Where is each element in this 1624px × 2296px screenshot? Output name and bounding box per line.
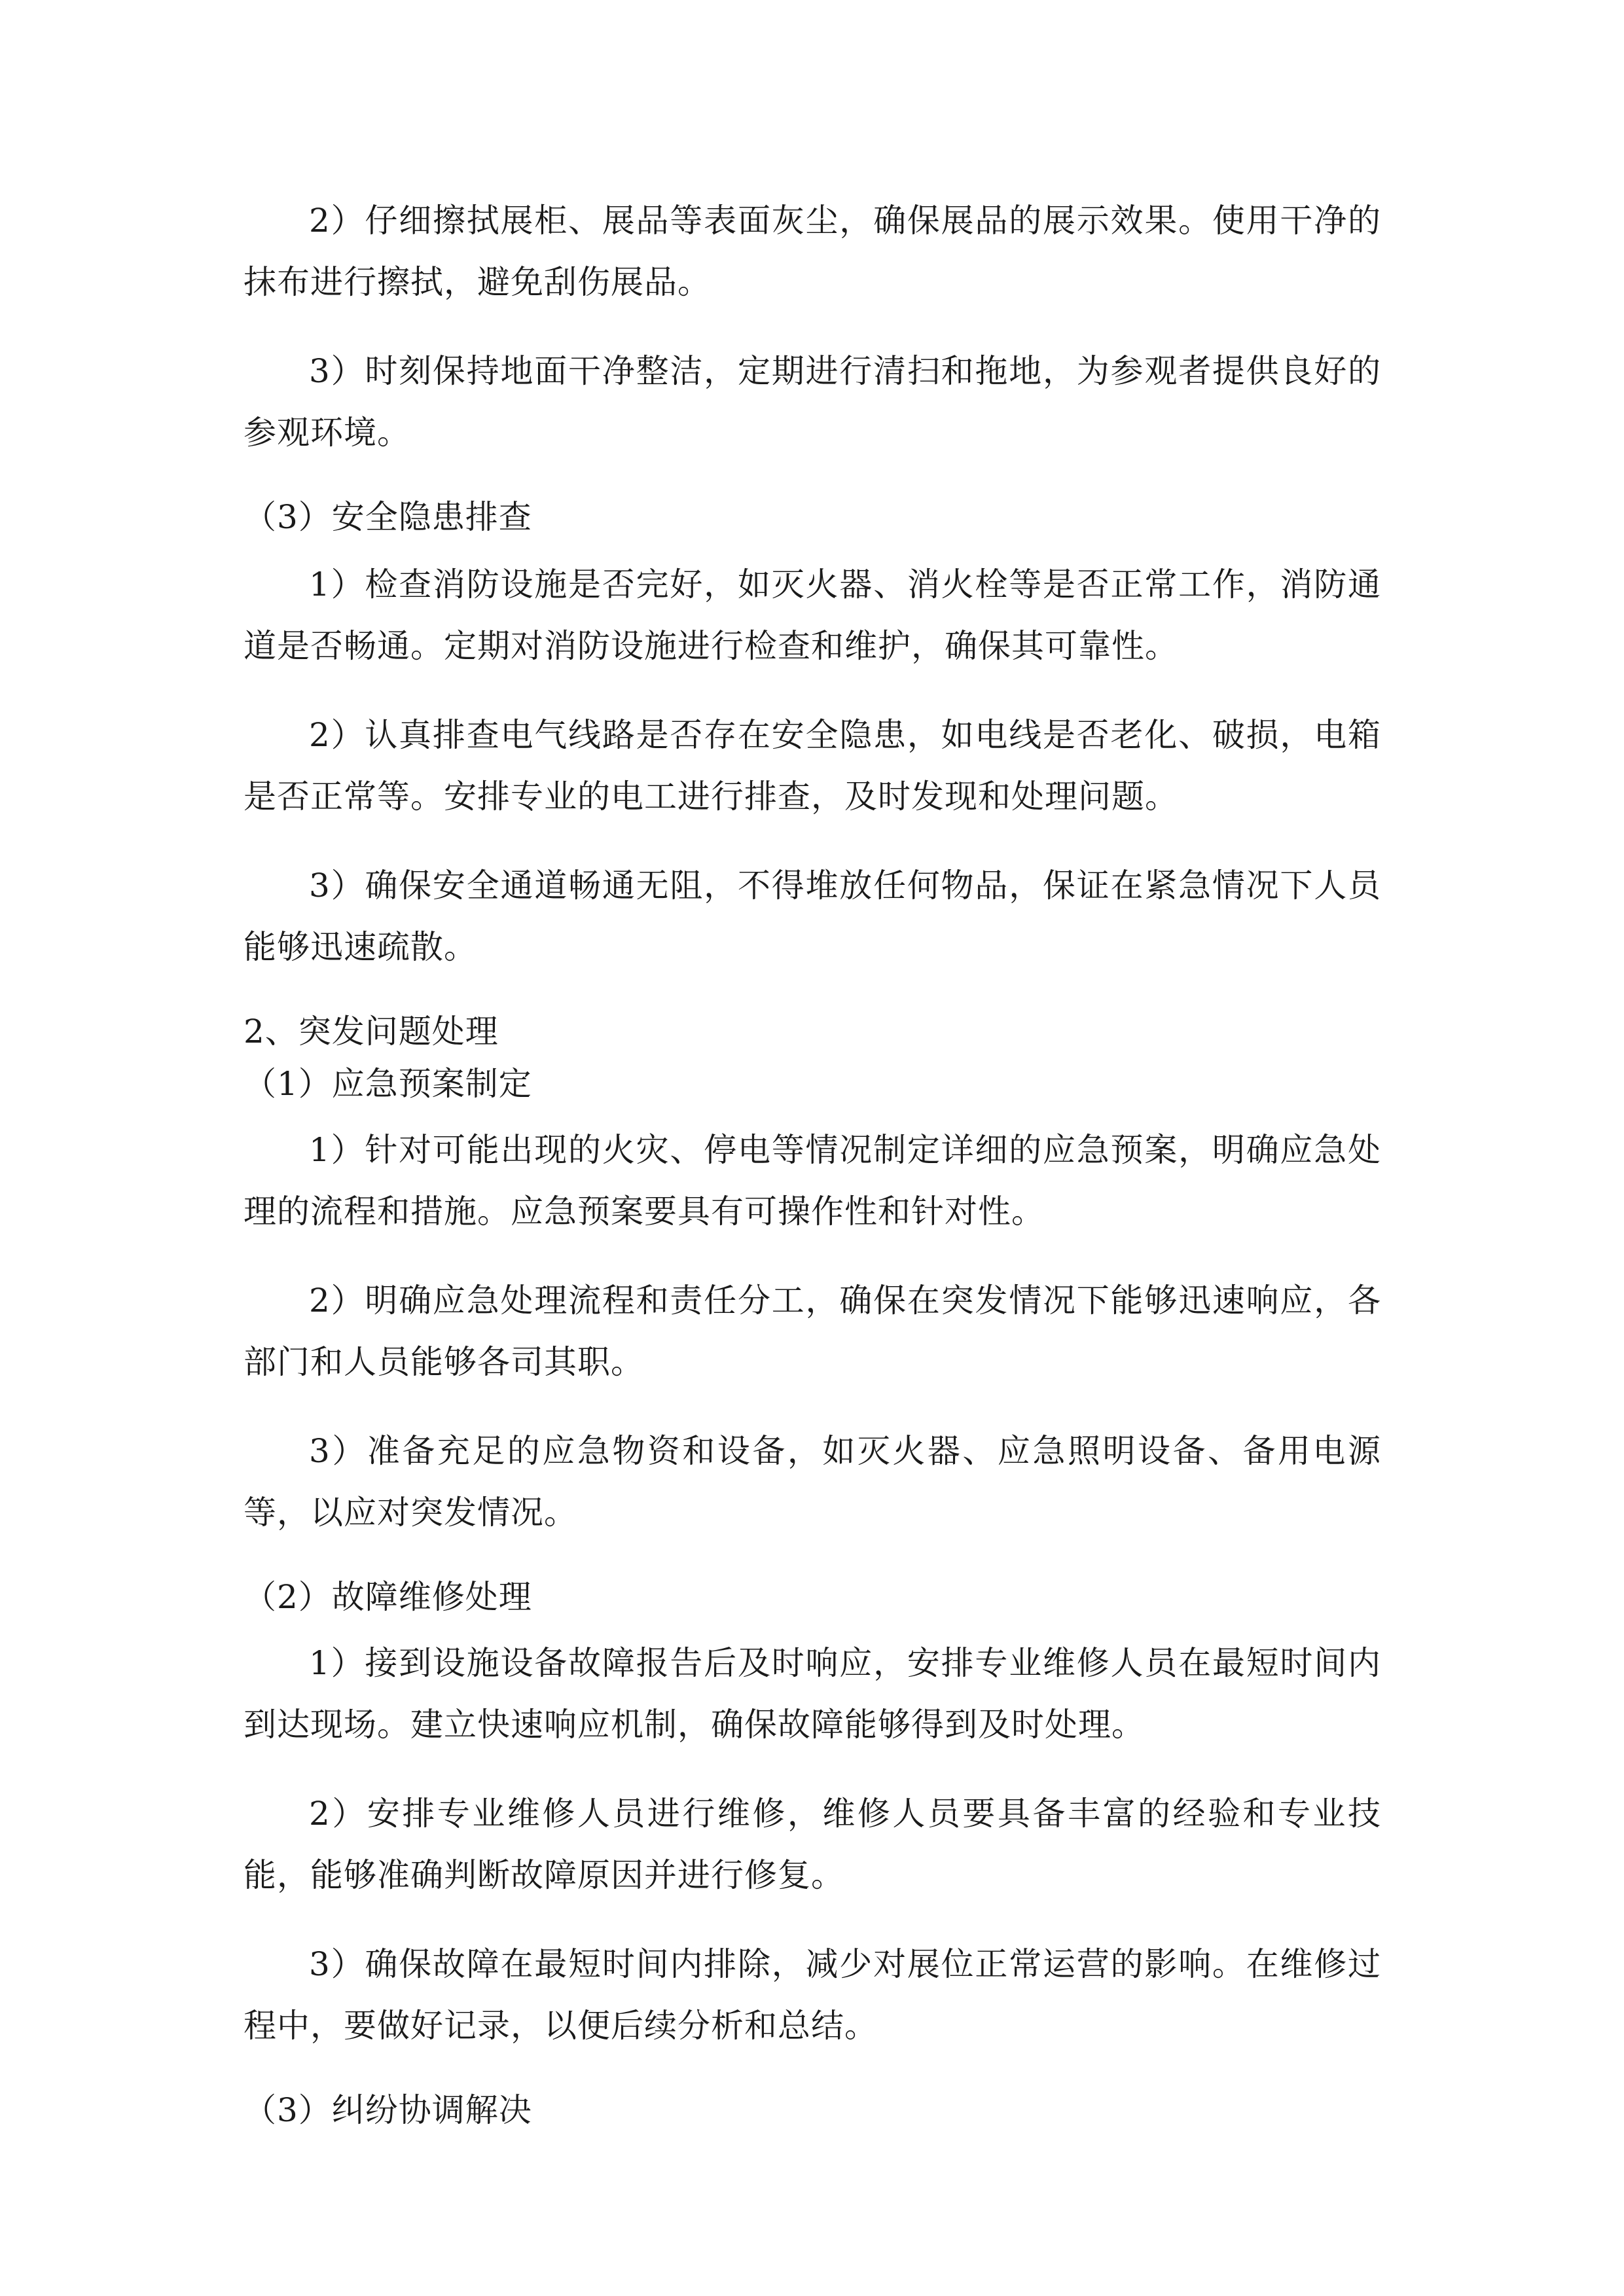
paragraph-emergency-plan-3: 3）准备充足的应急物资和设备，如灭火器、应急照明设备、备用电源等，以应对突发情况。 — [244, 1432, 1381, 1532]
heading-emergency-plan: （1）应急预案制定 — [244, 1065, 532, 1103]
heading-fault-repair: （2）故障维修处理 — [244, 1578, 532, 1616]
paragraph-cleaning-floor: 3）时刻保持地面干净整洁，定期进行清扫和拖地，为参观者提供良好的参观环境。 — [244, 352, 1381, 452]
paragraph-fire-facilities: 1）检查消防设施是否完好，如灭火器、消火栓等是否正常工作，消防通道是否畅通。定期对消防设施进行检查和维护，确保其可靠性。 — [244, 565, 1381, 665]
document-body — [244, 190, 1381, 2136]
heading-dispute-resolution: （3）纠纷协调解决 — [244, 2091, 532, 2129]
paragraph-cleaning-display: 2）仔细擦拭展柜、展品等表面灰尘，确保展品的展示效果。使用干净的抹布进行擦拭，避免刮伤展品。 — [244, 202, 1381, 301]
paragraph-safety-passage: 3）确保安全通道畅通无阻，不得堆放任何物品，保证在紧急情况下人员能够迅速疏散。 — [244, 867, 1381, 966]
heading-safety-inspection: （3）安全隐患排查 — [244, 498, 532, 536]
paragraph-emergency-plan-2: 2）明确应急处理流程和责任分工，确保在突发情况下能够迅速响应，各部门和人员能够各司其职。 — [244, 1282, 1381, 1381]
paragraph-fault-repair-3: 3）确保故障在最短时间内排除，减少对展位正常运营的影响。在维修过程中，要做好记录，以便后续分析和总结。 — [244, 1945, 1381, 2045]
paragraph-fault-repair-1: 1）接到设施设备故障报告后及时响应，安排专业维修人员在最短时间内到达现场。建立快速响应机制，确保故障能够得到及时处理。 — [244, 1644, 1381, 1744]
paragraph-fault-repair-2: 2）安排专业维修人员进行维修，维修人员要具备丰富的经验和专业技能，能够准确判断故障原因并进行修复。 — [244, 1795, 1381, 1894]
paragraph-electrical: 2）认真排查电气线路是否存在安全隐患，如电线是否老化、破损，电箱是否正常等。安排专业的电工进行排查，及时发现和处理问题。 — [244, 716, 1381, 816]
paragraph-emergency-plan-1: 1）针对可能出现的火灾、停电等情况制定详细的应急预案，明确应急处理的流程和措施。应急预案要具有可操作性和针对性。 — [244, 1131, 1381, 1230]
heading-emergency-handling: 2、突发问题处理 — [244, 1013, 499, 1050]
